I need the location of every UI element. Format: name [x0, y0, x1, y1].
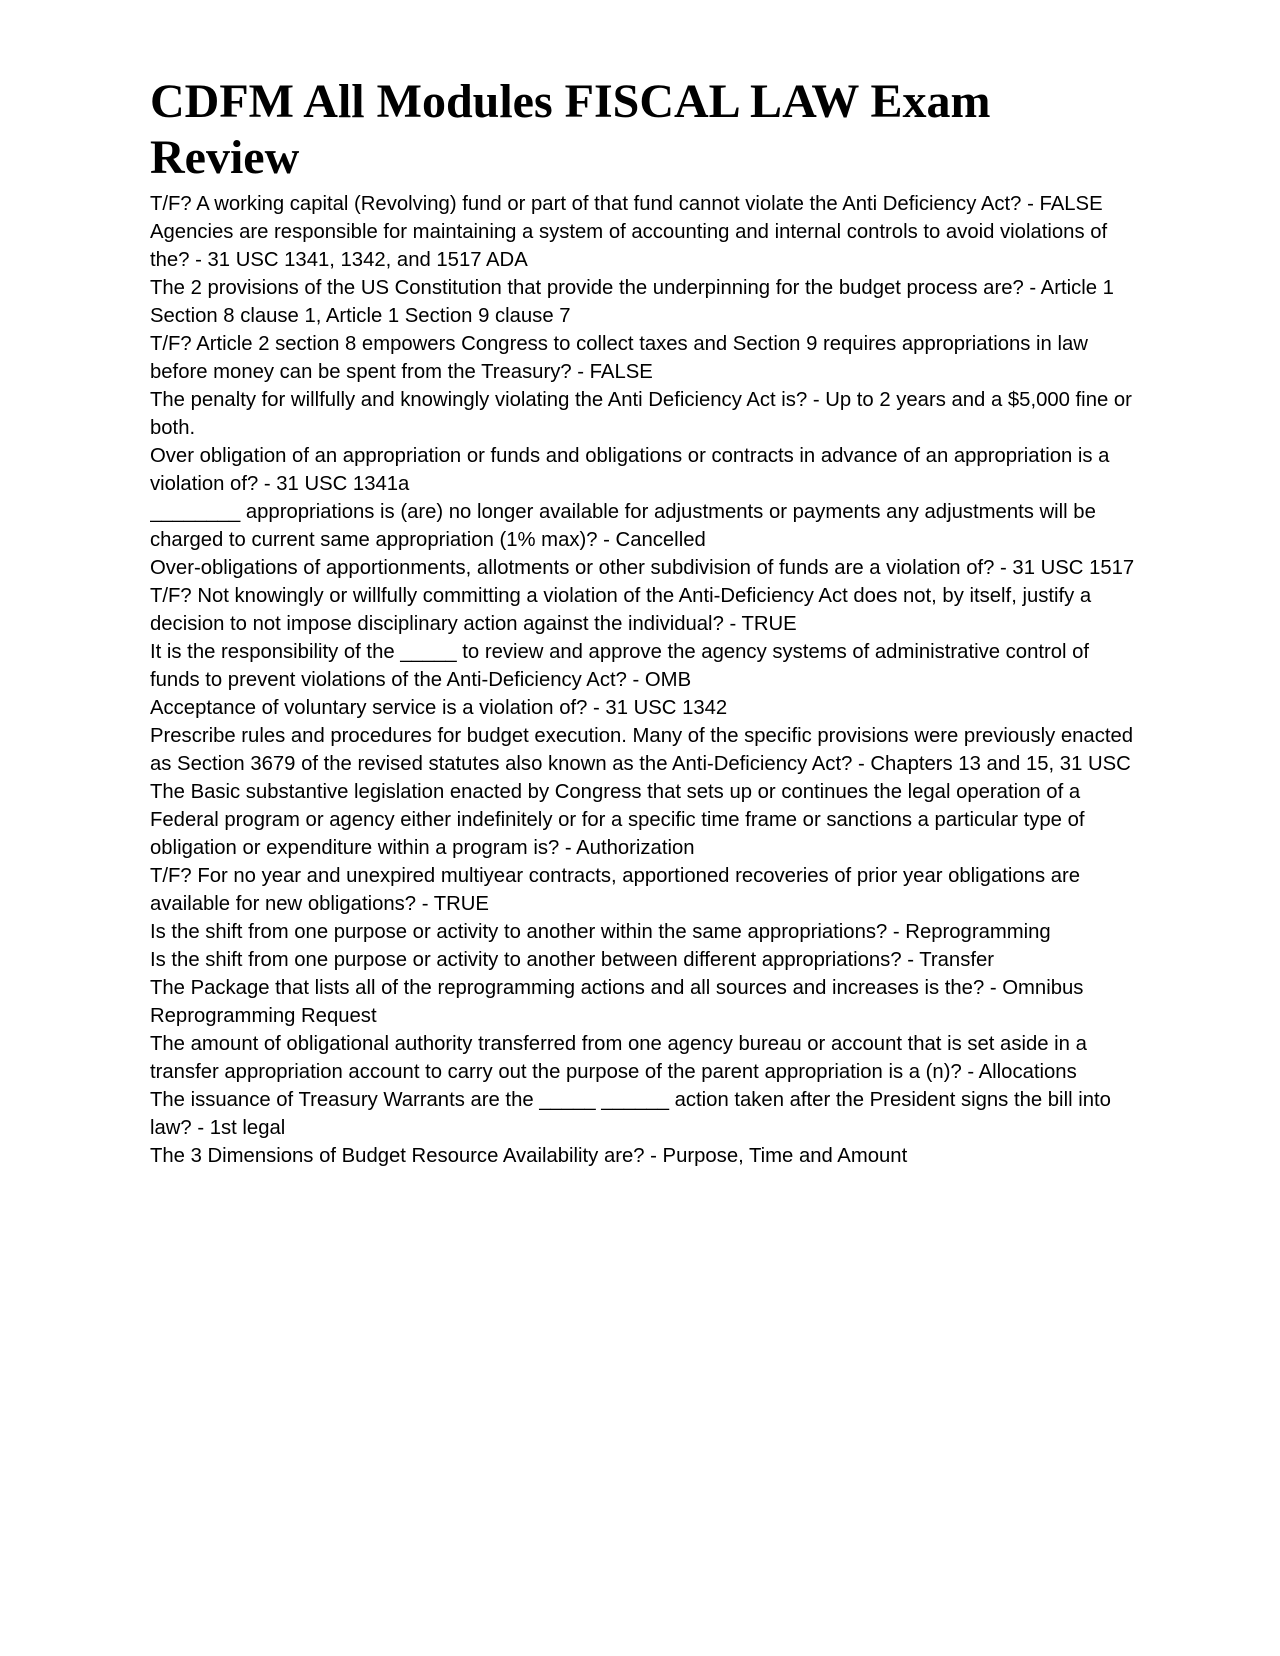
document-title: CDFM All Modules FISCAL LAW Exam Review [150, 75, 991, 184]
qa-list [150, 190, 1135, 1273]
qa-item: The 2 provisions of the US Constitution that provide the underpinning for the budget process are? - Article 1 Section 8 clause 1, Article 1 Section 9 clause 7 [150, 277, 1114, 327]
qa-item: T/F? Not knowingly or willfully committing a violation of the Anti-Deficiency Act does not, by itself, justify a decision to not impose disciplinary action against the individual? - TRUE [150, 585, 1092, 635]
qa-item: The issuance of Treasury Warrants are the _____ ______ action taken after the President signs the bill into law? - 1st legal [150, 1089, 1111, 1139]
qa-item: Is the shift from one purpose or activity to another between different appropriations? - Transfer [150, 949, 995, 971]
qa-item: T/F? For no year and unexpired multiyear contracts, apportioned recoveries of prior year obligations are available for new obligations? - TRUE [150, 865, 1081, 915]
qa-item: The amount of obligational authority transferred from one agency bureau or account that is set aside in a transfer appropriation account to carry out the purpose of the parent appropriation is a (n)? - Allocations [150, 1033, 1087, 1083]
qa-item: Is the shift from one purpose or activity to another within the same appropriations? - Reprogramming [150, 921, 1051, 943]
qa-item: Agencies are responsible for maintaining a system of accounting and internal controls to avoid violations of the? - 31 USC 1341, 1342, and 1517 ADA [150, 221, 1108, 271]
qa-item: The Basic substantive legislation enacted by Congress that sets up or continues the legal operation of a Federal program or agency either indefinitely or for a specific time frame or sanctions a particular type of obligation or expenditure within a program is? - Authorization [150, 781, 1085, 859]
qa-item: ________ appropriations is (are) no longer available for adjustments or payments any adjustments will be charged to current same appropriation (1% max)? - Cancelled [150, 501, 1096, 551]
qa-item: T/F? Article 2 section 8 empowers Congress to collect taxes and Section 9 requires appropriations in law before money can be spent from the Treasury? - FALSE [150, 333, 1088, 383]
qa-item: Prescribe rules and procedures for budget execution. Many of the specific provisions were previously enacted as Section 3679 of the revised statutes also known as the Anti-Deficiency Act? - Chapters 13 and 15, 31 USC [150, 725, 1134, 775]
qa-item: The 3 Dimensions of Budget Resource Availability are? - Purpose, Time and Amount [150, 1145, 908, 1167]
qa-item: The Package that lists all of the reprogramming actions and all sources and increases is the? - Omnibus Reprogramming Request [150, 977, 1084, 1027]
qa-item: Over-obligations of apportionments, allotments or other subdivision of funds are a violation of? - 31 USC 1517 [150, 557, 1135, 579]
qa-item: It is the responsibility of the _____ to review and approve the agency systems of administrative control of funds to prevent violations of the Anti-Deficiency Act? - OMB [150, 641, 1090, 691]
qa-item: The penalty for willfully and knowingly violating the Anti Deficiency Act is? - Up to 2 years and a $5,000 fine or both. [150, 389, 1132, 439]
document-content [150, 74, 1135, 1273]
qa-item: T/F? A working capital (Revolving) fund or part of that fund cannot violate the Anti Deficiency Act? - FALSE [150, 193, 1103, 215]
qa-item: Acceptance of voluntary service is a violation of? - 31 USC 1342 [150, 697, 728, 719]
qa-item: Over obligation of an appropriation or funds and obligations or contracts in advance of an appropriation is a violation of? - 31 USC 1341a [150, 445, 1110, 495]
